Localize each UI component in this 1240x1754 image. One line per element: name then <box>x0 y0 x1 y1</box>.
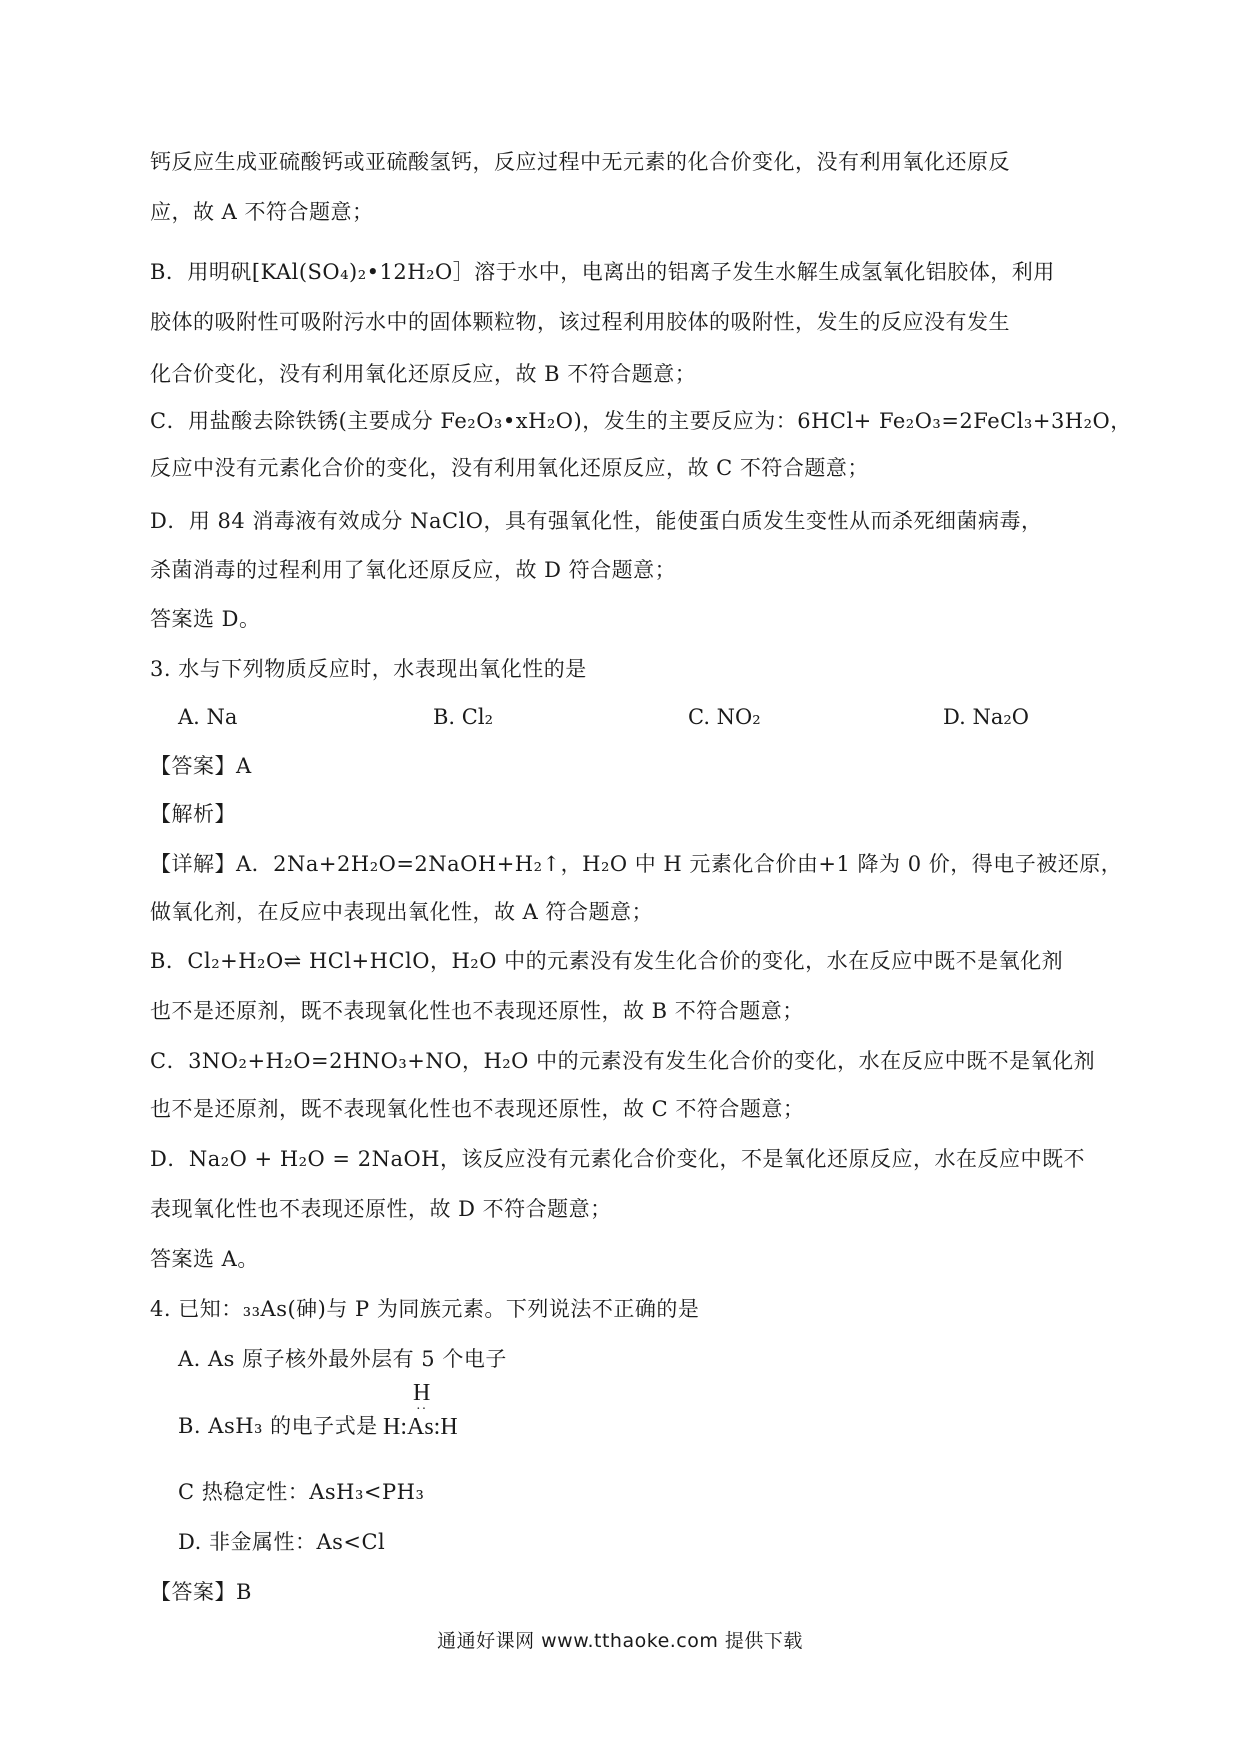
text-line: 也不是还原剂，既不表现氧化性也不表现还原性，故 C 不符合题意； <box>150 1097 805 1121</box>
text-line: D．Na₂O + H₂O = 2NaOH，该反应没有元素化合价变化，不是氧化还原反应，水在反应中既不 <box>150 1147 1085 1171</box>
question-4: 4. 已知：₃₃As(砷)与 P 为同族元素。下列说法不正确的是 <box>150 1297 700 1321</box>
lewis-dots: ·· <box>416 1402 428 1417</box>
lewis-row: H:As:H <box>383 1414 458 1440</box>
answer-label: 【答案】B <box>150 1580 252 1604</box>
text-line: 也不是还原剂，既不表现氧化性也不表现还原性，故 B 不符合题意； <box>150 999 804 1023</box>
text-line: B．用明矾[KAl(SO₄)₂•12H₂O］溶于水中，电离出的铝离子发生水解生成氢氧化铝胶体，利用 <box>150 260 1055 284</box>
q4-option-a: A. As 原子核外最外层有 5 个电子 <box>178 1347 507 1371</box>
text-line: 做氧化剂，在反应中表现出氧化性，故 A 符合题意； <box>150 900 654 924</box>
text-line: 反应中没有元素化合价的变化，没有利用氧化还原反应，故 C 不符合题意； <box>150 456 869 480</box>
lewis-top-h: H <box>413 1380 431 1406</box>
text-line: 【详解】A．2Na+2H₂O=2NaOH+H₂↑，H₂O 中 H 元素化合价由+1 降为 0 价，得电子被还原， <box>150 852 1123 876</box>
text-line: C．3NO₂+H₂O=2HNO₃+NO，H₂O 中的元素没有发生化合价的变化，水在反应中既不是氧化剂 <box>150 1049 1096 1073</box>
q3-option-b: B. Cl₂ <box>433 705 493 729</box>
q4-option-d: D. 非金属性：As<Cl <box>178 1530 386 1554</box>
q3-option-a: A. Na <box>178 705 238 729</box>
text-line: 胶体的吸附性可吸附污水中的固体颗粒物，该过程利用胶体的吸附性，发生的反应没有发生 <box>150 310 1010 334</box>
q3-option-d: D. Na₂O <box>943 705 1029 729</box>
text-line: 表现氧化性也不表现还原性，故 D 不符合题意； <box>150 1197 612 1221</box>
text-line: B．Cl₂+H₂O⇌ HCl+HClO，H₂O 中的元素没有发生化合价的变化，水在反应中既不是氧化剂 <box>150 949 1064 973</box>
page-footer: 通通好课网 www.tthaoke.com 提供下载 <box>437 1630 803 1652</box>
q3-option-c: C. NO₂ <box>688 705 761 729</box>
text-line: 答案选 A。 <box>150 1247 259 1271</box>
q4-option-c: C 热稳定性：AsH₃<PH₃ <box>178 1480 425 1504</box>
text-line: 化合价变化，没有利用氧化还原反应，故 B 不符合题意； <box>150 362 697 386</box>
analysis-label: 【解析】 <box>150 802 236 826</box>
text-line: 钙反应生成亚硫酸钙或亚硫酸氢钙，反应过程中无元素的化合价变化，没有利用氧化还原反 <box>150 150 1010 174</box>
answer-label: 【答案】A <box>150 754 252 778</box>
text-line: 杀菌消毒的过程利用了氧化还原反应，故 D 符合题意； <box>150 558 677 582</box>
text-line: D．用 84 消毒液有效成分 NaClO，具有强氧化性，能使蛋白质发生变性从而杀死细菌病毒， <box>150 509 1043 533</box>
text-line: 应，故 A 不符合题意； <box>150 200 374 224</box>
text-line: C．用盐酸去除铁锈(主要成分 Fe₂O₃•xH₂O)，发生的主要反应为：6HCl+ Fe₂O₃=2FeCl₃+3H₂O， <box>150 409 1132 433</box>
ash3-electron-formula <box>383 1380 473 1452</box>
text-line: 答案选 D。 <box>150 607 261 631</box>
q4-option-b: B. AsH₃ 的电子式是 <box>178 1414 378 1438</box>
question-3: 3. 水与下列物质反应时，水表现出氧化性的是 <box>150 657 587 681</box>
